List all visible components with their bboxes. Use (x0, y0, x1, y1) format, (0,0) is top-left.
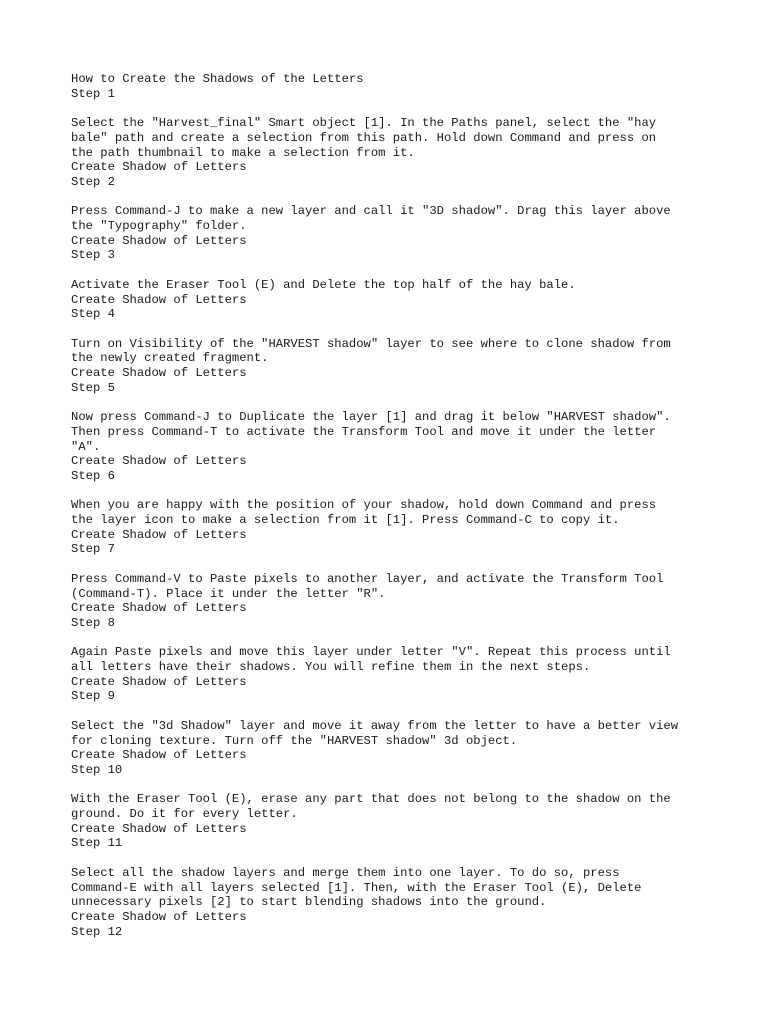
step-paragraph (71, 278, 731, 293)
paragraph-line: Select the "Harvest_final" Smart object [1]. In the Paths panel, select the "hay (71, 116, 657, 131)
paragraph-gap (71, 101, 731, 116)
paragraph-gap (71, 190, 731, 205)
paragraph-gap (71, 322, 731, 337)
step-label: Step 5 (71, 380, 115, 395)
paragraph-line: Select all the shadow layers and merge them into one layer. To do so, press (71, 865, 620, 880)
document-page (71, 72, 731, 939)
step-label: Step 4 (71, 307, 115, 322)
figure-caption: Create Shadow of Letters (71, 601, 247, 616)
paragraph-line: ground. Do it for every letter. (71, 807, 298, 821)
paragraph-gap (71, 631, 731, 646)
step-label: Step 12 (71, 924, 123, 939)
paragraph-line: unnecessary pixels [2] to start blending shadows into the ground. (71, 895, 547, 910)
paragraph-line: Then press Command-T to activate the Transform Tool and move it under the letter (71, 424, 657, 439)
figure-caption: Create Shadow of Letters (71, 527, 247, 542)
paragraph-line: for cloning texture. Turn off the "HARVEST shadow" 3d object. (71, 733, 518, 748)
step-label: Step 9 (71, 689, 115, 704)
step-label: Step 1 (71, 86, 115, 101)
step-paragraph (71, 498, 731, 527)
paragraph-line: With the Eraser Tool (E), erase any part that does not belong to the shadow on the (71, 792, 671, 807)
step-label: Step 2 (71, 174, 115, 189)
step-label: Step 11 (71, 836, 123, 851)
paragraph-line: "A". (71, 439, 101, 454)
figure-caption: Create Shadow of Letters (71, 909, 247, 924)
step-paragraph (71, 572, 731, 601)
step-label: Step 10 (71, 762, 123, 777)
figure-caption: Create Shadow of Letters (71, 160, 247, 175)
steps-list (71, 87, 731, 940)
figure-caption: Create Shadow of Letters (71, 454, 247, 469)
step-paragraph (71, 410, 731, 454)
figure-caption: Create Shadow of Letters (71, 292, 247, 307)
step-paragraph (71, 792, 731, 821)
step-paragraph (71, 337, 731, 366)
paragraph-line: When you are happy with the position of your shadow, hold down Command and press (71, 498, 657, 513)
paragraph-gap (71, 851, 731, 866)
paragraph-gap (71, 704, 731, 719)
paragraph-line: the "Typography" folder. (71, 219, 247, 233)
paragraph-gap (71, 263, 731, 278)
paragraph-line: all letters have their shadows. You will refine them in the next steps. (71, 660, 591, 674)
figure-caption: Create Shadow of Letters (71, 674, 247, 689)
paragraph-line: Command-E with all layers selected [1]. Then, with the Eraser Tool (E), Delete (71, 880, 642, 895)
step-label: Step 8 (71, 615, 115, 630)
step-label: Step 3 (71, 248, 115, 263)
step-paragraph (71, 116, 731, 160)
paragraph-gap (71, 395, 731, 410)
paragraph-line: the layer icon to make a selection from it [1]. Press Command-C to copy it. (71, 513, 620, 527)
paragraph-line: Press Command-V to Paste pixels to another layer, and activate the Transform Tool (71, 571, 664, 586)
document-title: How to Create the Shadows of the Letters (71, 72, 364, 86)
step-paragraph (71, 866, 731, 910)
step-paragraph (71, 204, 731, 233)
figure-caption: Create Shadow of Letters (71, 748, 247, 763)
paragraph-line: bale" path and create a selection from this path. Hold down Command and press on (71, 130, 657, 145)
paragraph-gap (71, 557, 731, 572)
paragraph-line: the newly created fragment. (71, 351, 269, 366)
figure-caption: Create Shadow of Letters (71, 366, 247, 380)
paragraph-line: the path thumbnail to make a selection from it. (71, 145, 415, 160)
step-paragraph (71, 719, 731, 748)
paragraph-line: Press Command-J to make a new layer and call it "3D shadow". Drag this layer above (71, 204, 671, 219)
figure-caption: Create Shadow of Letters (71, 233, 247, 248)
step-paragraph (71, 645, 731, 674)
step-label: Step 6 (71, 468, 115, 483)
paragraph-line: Again Paste pixels and move this layer under letter "V". Repeat this process until (71, 645, 671, 660)
paragraph-line: Now press Command-J to Duplicate the layer [1] and drag it below "HARVEST shadow". (71, 410, 671, 425)
paragraph-gap (71, 778, 731, 793)
paragraph-gap (71, 484, 731, 499)
paragraph-line: (Command-T). Place it under the letter "R". (71, 586, 386, 601)
figure-caption: Create Shadow of Letters (71, 821, 247, 836)
paragraph-line: Select the "3d Shadow" layer and move it away from the letter to have a better view (71, 718, 679, 733)
step-label: Step 7 (71, 542, 115, 557)
paragraph-line: Turn on Visibility of the "HARVEST shadow" layer to see where to clone shadow from (71, 336, 671, 351)
paragraph-line: Activate the Eraser Tool (E) and Delete the top half of the hay bale. (71, 277, 576, 292)
